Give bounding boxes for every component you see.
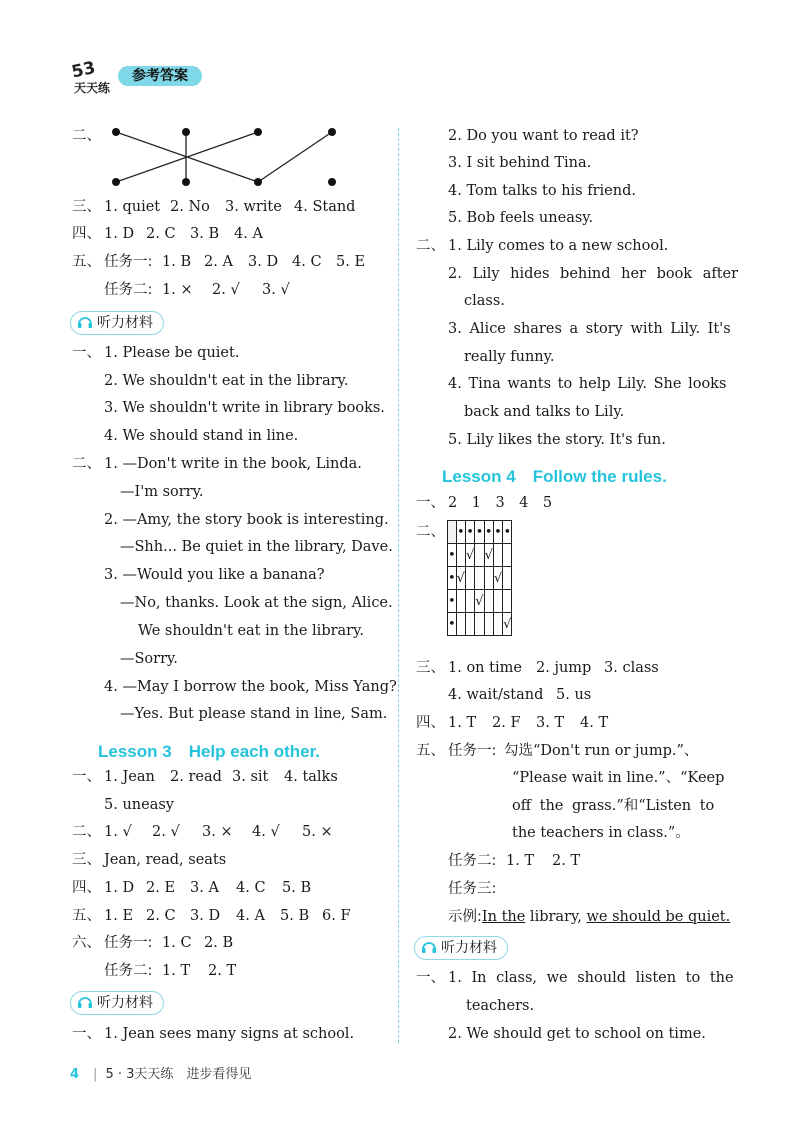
b5-task2-label: 任务二:: [448, 853, 497, 869]
s3-item-4: 4. Stand: [294, 199, 356, 215]
c1-line-1: 1. In class, we should listen to the: [448, 970, 734, 986]
answer-key-label: 参考答案: [118, 66, 202, 86]
r-top-line-1: 2. Do you want to read it?: [448, 128, 639, 144]
svg-text:53: 53: [70, 58, 98, 83]
s5-task1-5: 5. E: [336, 254, 366, 270]
a1-item-4: 4. talks: [284, 769, 338, 785]
b3-item-5: 5. us: [556, 687, 592, 703]
grid-row-dot: •: [448, 613, 457, 636]
r2-line-1: 1. Lily comes to a new school.: [448, 238, 669, 254]
s3-item-3: 3. write: [225, 199, 282, 215]
b4-item-3: 3. T: [536, 715, 565, 731]
grid-empty-cell: [456, 544, 465, 567]
r-top-line-3: 4. Tom talks to his friend.: [448, 183, 636, 199]
l2-label: 二、: [72, 456, 101, 472]
b3-item-1: 1. on time: [448, 660, 522, 676]
headphones-icon: [421, 940, 437, 954]
s3-item-1: 1. quiet: [104, 199, 161, 215]
s5-task1-3: 3. D: [248, 254, 279, 270]
b5-task1-line-1: 勾选“Don't run or jump.”、: [504, 743, 699, 759]
listening-material-tag-1: [70, 311, 164, 335]
grid-corner-cell: [448, 521, 457, 544]
r2-line-5: really funny.: [464, 349, 555, 365]
a4-item-1: 1. D: [104, 880, 135, 896]
grid-header-row: [448, 521, 512, 544]
l2-line-4: —Shh... Be quiet in the library, Dave.: [120, 539, 393, 555]
r-top-line-2: 3. I sit behind Tina.: [448, 155, 592, 171]
footer-slogan: 5 · 3天天练 进步看得见: [105, 1067, 252, 1082]
r2-label: 二、: [416, 238, 445, 254]
a5-item-4: 4. A: [236, 908, 265, 924]
grid-column-dot: •: [465, 521, 474, 544]
grid-check-mark: √: [493, 567, 502, 590]
grid-row: [448, 613, 512, 636]
l2-line-7: We shouldn't eat in the library.: [138, 623, 364, 639]
example-part-1: In the: [481, 909, 526, 925]
grid-column-dot: •: [456, 521, 465, 544]
s5-task2-label: 任务二:: [104, 282, 153, 298]
section-2-label: 二、: [72, 128, 101, 144]
section-4-label: 四、: [72, 226, 101, 242]
grid-empty-cell: [493, 613, 502, 636]
grid-empty-cell: [465, 590, 474, 613]
a2-item-1: 1. √: [104, 824, 132, 840]
example-label: 示例:: [448, 909, 482, 925]
l1-line-3: 3. We shouldn't write in library books.: [104, 400, 385, 416]
grid-empty-cell: [484, 590, 493, 613]
grid-check-mark: √: [475, 590, 484, 613]
grid-row-dot: •: [448, 544, 457, 567]
a4-item-3: 3. A: [190, 880, 219, 896]
a2-item-3: 3. ×: [202, 824, 233, 840]
column-divider: [398, 128, 399, 1043]
grid-empty-cell: [456, 613, 465, 636]
r-top-line-4: 5. Bob feels uneasy.: [448, 210, 594, 226]
page-number: 4: [70, 1067, 80, 1082]
a6-task2-2: 2. T: [208, 963, 237, 979]
b5-task1-line-3: off the grass.”和“Listen to: [512, 798, 715, 814]
section-3-label: 三、: [72, 199, 101, 215]
s5-task2-3: 3. √: [262, 282, 290, 298]
a6-task1-1: 1. C: [162, 935, 192, 951]
a6-task2-1: 1. T: [162, 963, 191, 979]
l2-line-8: —Sorry.: [120, 651, 178, 667]
r2-line-2: 2. Lily hides behind her book after: [448, 266, 739, 282]
l1-line-4: 4. We should stand in line.: [104, 428, 299, 444]
a6-task1-2: 2. B: [204, 935, 234, 951]
c1-line-2: teachers.: [466, 998, 535, 1014]
headphones-icon: [77, 315, 93, 329]
b5-task2-1: 1. T: [506, 853, 535, 869]
a1-label: 一、: [72, 769, 101, 785]
b3-item-4: 4. wait/stand: [448, 687, 544, 703]
grid-check-mark: √: [503, 613, 512, 636]
b5-task1-line-2: “Please wait in line.”、“Keep: [512, 770, 725, 786]
b3-item-2: 2. jump: [536, 660, 592, 676]
svg-text:天天练: 天天练: [74, 81, 111, 94]
l1-line-1: 1. Please be quiet.: [104, 345, 240, 361]
a1-item-5: 5. uneasy: [104, 797, 174, 813]
a2-label: 二、: [72, 824, 101, 840]
section-5-label: 五、: [72, 254, 101, 270]
b4-label: 四、: [416, 715, 445, 731]
s4-item-1: 1. D: [104, 226, 135, 242]
grid-column-dot: •: [503, 521, 512, 544]
picture-matching-grid: [447, 520, 512, 636]
a1-item-1: 1. Jean: [104, 769, 155, 785]
grid-row: [448, 544, 512, 567]
listening-material-label: 听力材料: [441, 940, 497, 956]
l1-label: 一、: [72, 345, 101, 361]
a6-label: 六、: [72, 935, 101, 951]
b3-label: 三、: [416, 660, 445, 676]
s5-task2-1: 1. ×: [162, 282, 193, 298]
s4-item-3: 3. B: [190, 226, 220, 242]
a2-item-5: 5. ×: [302, 824, 333, 840]
a3-text: Jean, read, seats: [104, 852, 227, 868]
grid-check-mark: √: [456, 567, 465, 590]
r2-line-7: back and talks to Lily.: [464, 404, 625, 420]
footer-separator: |: [93, 1067, 98, 1082]
a6-task1-label: 任务一:: [104, 935, 153, 951]
a4-item-2: 2. E: [146, 880, 176, 896]
a4-item-5: 5. B: [282, 880, 312, 896]
s5-task1-label: 任务一:: [104, 254, 153, 270]
listening-material-tag-2: [70, 991, 164, 1015]
grid-check-mark: √: [484, 544, 493, 567]
b1-label: 一、: [416, 495, 445, 511]
b3-item-3: 3. class: [604, 660, 659, 676]
b2-label: 二、: [416, 524, 445, 540]
b5-task1-label: 任务一:: [448, 743, 497, 759]
a5-item-5: 5. B: [280, 908, 310, 924]
grid-empty-cell: [465, 613, 474, 636]
grid-empty-cell: [484, 613, 493, 636]
listening-material-tag-3: [414, 936, 508, 960]
l2-line-6: —No, thanks. Look at the sign, Alice.: [120, 595, 393, 611]
l2-line-5: 3. —Would you like a banana?: [104, 567, 325, 583]
grid-empty-cell: [475, 544, 484, 567]
a1-item-2: 2. read: [170, 769, 222, 785]
a5-item-1: 1. E: [104, 908, 134, 924]
grid-row-dot: •: [448, 567, 457, 590]
grid-empty-cell: [456, 590, 465, 613]
l2-line-2: —I'm sorry.: [120, 484, 204, 500]
grid-column-dot: •: [475, 521, 484, 544]
b5-example: [448, 907, 730, 927]
l1-line-2: 2. We shouldn't eat in the library.: [104, 373, 349, 389]
r2-line-6: 4. Tina wants to help Lily. She looks: [448, 376, 727, 392]
s5-task2-2: 2. √: [212, 282, 240, 298]
b5-task2-2: 2. T: [552, 853, 581, 869]
b4-item-1: 1. T: [448, 715, 477, 731]
s5-task1-2: 2. A: [204, 254, 233, 270]
l2-line-9: 4. —May I borrow the book, Miss Yang?: [104, 679, 397, 695]
grid-empty-cell: [503, 544, 512, 567]
example-part-2: library,: [525, 909, 587, 925]
brand-logo: [70, 58, 116, 94]
a4-item-4: 4. C: [236, 880, 266, 896]
l2-line-1: 1. —Don't write in the book, Linda.: [104, 456, 362, 472]
headphones-icon: [77, 995, 93, 1009]
grid-empty-cell: [493, 590, 502, 613]
grid-empty-cell: [465, 567, 474, 590]
lesson-3-heading: Lesson 3 Help each other.: [98, 742, 321, 761]
a3-label: 三、: [72, 852, 101, 868]
m1-line-1: 1. Jean sees many signs at school.: [104, 1026, 355, 1042]
grid-row-dot: •: [448, 590, 457, 613]
b5-task3-label: 任务三:: [448, 881, 497, 897]
l2-line-3: 2. —Amy, the story book is interesting.: [104, 512, 389, 528]
grid-empty-cell: [475, 567, 484, 590]
a6-task2-label: 任务二:: [104, 963, 153, 979]
grid-column-dot: •: [484, 521, 493, 544]
r2-line-3: class.: [464, 293, 505, 309]
a2-item-2: 2. √: [152, 824, 180, 840]
grid-row: [448, 567, 512, 590]
a4-label: 四、: [72, 880, 101, 896]
listening-material-label: 听力材料: [97, 995, 153, 1011]
c1-label: 一、: [416, 970, 445, 986]
grid-empty-cell: [503, 590, 512, 613]
listening-material-label: 听力材料: [97, 315, 153, 331]
s5-task1-1: 1. B: [162, 254, 192, 270]
s4-item-2: 2. C: [146, 226, 176, 242]
grid-empty-cell: [484, 567, 493, 590]
b4-item-4: 4. T: [580, 715, 609, 731]
m1-label: 一、: [72, 1026, 101, 1042]
lesson-4-heading: Lesson 4 Follow the rules.: [442, 467, 667, 486]
a5-item-2: 2. C: [146, 908, 176, 924]
grid-check-mark: √: [465, 544, 474, 567]
c1-line-3: 2. We should get to school on time.: [448, 1026, 706, 1042]
example-part-4: should be quiet.: [607, 909, 731, 925]
b1-text: 2 1 3 4 5: [448, 495, 553, 511]
grid-empty-cell: [503, 567, 512, 590]
r2-line-8: 5. Lily likes the story. It's fun.: [448, 432, 666, 448]
a1-item-3: 3. sit: [232, 769, 269, 785]
grid-column-dot: •: [493, 521, 502, 544]
matching-lines-diagram: [108, 124, 348, 188]
page-footer: [70, 1063, 251, 1082]
logo-icon: [70, 58, 116, 94]
a5-label: 五、: [72, 908, 101, 924]
b5-task1-line-4: the teachers in class.”。: [512, 825, 690, 841]
b4-item-2: 2. F: [492, 715, 521, 731]
a5-item-3: 3. D: [190, 908, 221, 924]
r2-line-4: 3. Alice shares a story with Lily. It's: [448, 321, 731, 337]
example-part-3: we: [586, 909, 608, 925]
s3-item-2: 2. No: [170, 199, 210, 215]
grid-row: [448, 590, 512, 613]
grid-empty-cell: [475, 613, 484, 636]
a5-item-6: 6. F: [322, 908, 351, 924]
l2-line-10: —Yes. But please stand in line, Sam.: [120, 706, 388, 722]
s5-task1-4: 4. C: [292, 254, 322, 270]
s4-item-4: 4. A: [234, 226, 263, 242]
b5-label: 五、: [416, 743, 445, 759]
a2-item-4: 4. √: [252, 824, 280, 840]
grid-empty-cell: [493, 544, 502, 567]
